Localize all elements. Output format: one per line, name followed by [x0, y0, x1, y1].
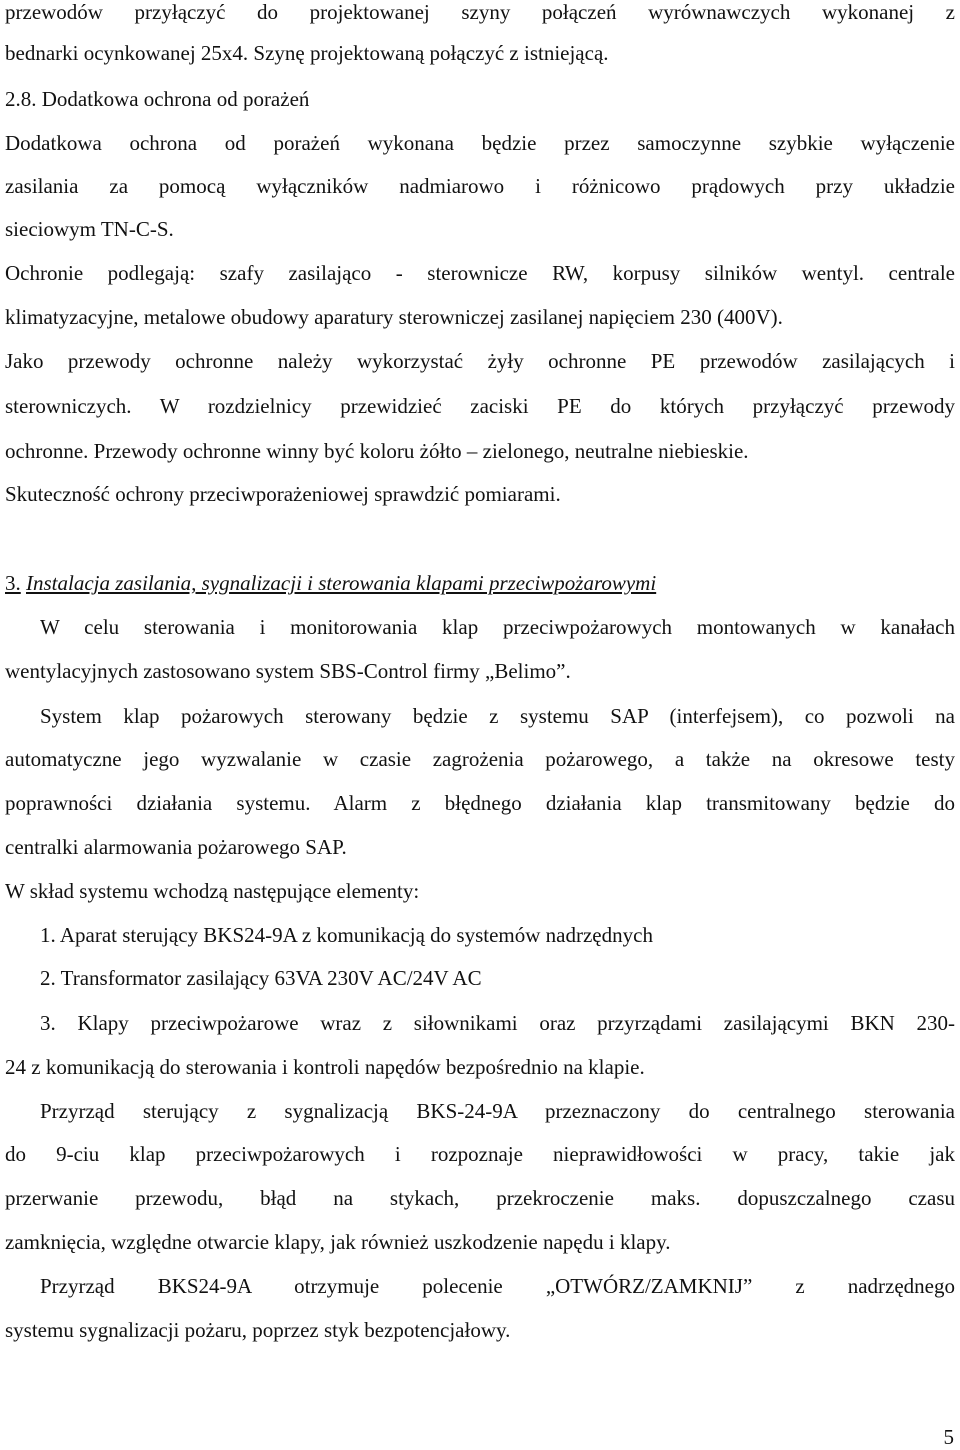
- text-line: Jako przewody ochronne należy wykorzystać żyły ochronne PE przewodów zasilających i: [5, 349, 955, 373]
- text-line: Przyrząd sterujący z sygnalizacją BKS-24-9A przeznaczony do centralnego sterowania: [40, 1099, 955, 1123]
- text-line: klimatyzacyjne, metalowe obudowy aparatury sterowniczej zasilanej napięciem 230 (400V).: [5, 305, 783, 329]
- text-line: Skuteczność ochrony przeciwporażeniowej sprawdzić pomiarami.: [5, 482, 561, 506]
- page-number: 5: [943, 1425, 954, 1449]
- section-heading-2-8: 2.8. Dodatkowa ochrona od porażeń: [5, 87, 310, 111]
- section-number: 3.: [5, 571, 21, 595]
- text-line: W skład systemu wchodzą następujące elementy:: [5, 879, 420, 903]
- list-item: 3. Klapy przeciwpożarowe wraz z siłownikami oraz przyrządami zasilającymi BKN 230-: [40, 1011, 955, 1035]
- text-line: przerwanie przewodu, błąd na stykach, przekroczenie maks. dopuszczalnego czasu: [5, 1186, 955, 1210]
- text-line: ochronne. Przewody ochronne winny być koloru żółto – zielonego, neutralne niebieskie.: [5, 439, 749, 463]
- text-line: W celu sterowania i monitorowania klap przeciwpożarowych montowanych w kanałach: [40, 615, 955, 639]
- list-item-continuation: 24 z komunikacją do sterowania i kontroli napędów bezpośrednio na klapie.: [5, 1055, 645, 1079]
- list-item: 1. Aparat sterujący BKS24-9A z komunikacją do systemów nadrzędnych: [40, 923, 653, 947]
- text-line: System klap pożarowych sterowany będzie z systemu SAP (interfejsem), co pozwoli na: [40, 704, 955, 728]
- section-title: Instalacja zasilania, sygnalizacji i sterowania klapami przeciwpożarowymi: [26, 571, 657, 595]
- text-line: sterowniczych. W rozdzielnicy przewidzieć zaciski PE do których przyłączyć przewody: [5, 394, 955, 418]
- text-line: zasilania za pomocą wyłączników nadmiarowo i różnicowo prądowych przy układzie: [5, 174, 955, 198]
- text-line: centralki alarmowania pożarowego SAP.: [5, 835, 347, 859]
- text-line: poprawności działania systemu. Alarm z błędnego działania klap transmitowany będzie do: [5, 791, 955, 815]
- text-line: Dodatkowa ochrona od porażeń wykonana będzie przez samoczynne szybkie wyłączenie: [5, 131, 955, 155]
- text-line: do 9-ciu klap przeciwpożarowych i rozpoznaje nieprawidłowości w pracy, takie jak: [5, 1142, 955, 1166]
- list-item: 2. Transformator zasilający 63VA 230V AC/24V AC: [40, 966, 482, 990]
- text-line: sieciowym TN-C-S.: [5, 217, 174, 241]
- text-line: Ochronie podlegają: szafy zasilająco - sterownicze RW, korpusy silników wentyl. centrale: [5, 261, 955, 285]
- text-line: Przyrząd BKS24-9A otrzymuje polecenie „OTWÓRZ/ZAMKNIJ” z nadrzędnego: [40, 1274, 955, 1298]
- text-line: przewodów przyłączyć do projektowanej szyny połączeń wyrównawczych wykonanej z: [5, 0, 955, 24]
- text-line: automatyczne jego wyzwalanie w czasie zagrożenia pożarowego, a także na okresowe testy: [5, 747, 955, 771]
- section-heading-3: [5, 570, 955, 596]
- text-line: systemu sygnalizacji pożaru, poprzez styk bezpotencjałowy.: [5, 1318, 511, 1342]
- text-line: bednarki ocynkowanej 25x4. Szynę projektowaną połączyć z istniejącą.: [5, 41, 609, 65]
- text-line: wentylacyjnych zastosowano system SBS-Control firmy „Belimo”.: [5, 659, 571, 683]
- text-line: zamknięcia, względne otwarcie klapy, jak również uszkodzenie napędu i klapy.: [5, 1230, 671, 1254]
